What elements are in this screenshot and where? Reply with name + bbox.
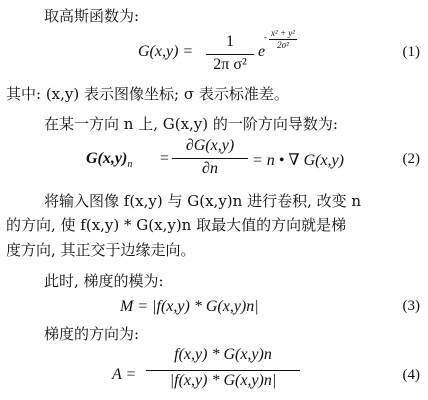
eq1-exp-base: e [258, 43, 266, 60]
eq4-label: (4) [402, 367, 420, 383]
eq3-label: (3) [402, 298, 420, 314]
intro-text: 取高斯函数为: [44, 7, 140, 25]
direction-grad-intro: 梯度的方向为: [44, 325, 140, 343]
eq2-equals: = [160, 150, 170, 167]
eq1-exp-den: 2σ² [277, 40, 289, 50]
conv-line-2: 的方向, 使 f(x,y) * G(x,y)n 取最大值的方向就是梯 [6, 216, 347, 234]
eq4-lhs: A = [112, 366, 137, 383]
eq4-numerator: f(x,y) * G(x,y)n [174, 346, 272, 363]
eq1-denominator: 2π σ² [213, 56, 247, 73]
eq2-lhs: G(x,y) [86, 150, 128, 167]
eq2-denominator: ∂n [202, 160, 218, 177]
eq2-label: (2) [402, 151, 420, 167]
magnitude-intro: 此时, 梯度的模为: [44, 272, 164, 290]
conv-line-3: 度方向, 其正交于边缘走向。 [6, 241, 196, 259]
eq1-numerator: 1 [226, 33, 234, 50]
conv-line-1: 将输入图像 f(x,y) 与 G(x,y)n 进行卷积, 改变 n [44, 192, 362, 210]
eq1-exp-sign: - [264, 32, 267, 42]
coord-note: 其中: (x,y) 表示图像坐标; σ 表示标准差。 [6, 85, 289, 103]
direction-intro: 在某一方向 n 上, G(x,y) 的一阶方向导数为: [44, 115, 338, 133]
eq4-denominator: |f(x,y) * G(x,y)n| [169, 372, 277, 389]
eq3-body: M = |f(x,y) * G(x,y)n| [120, 298, 259, 315]
eq1-exp-num: x² + y² [271, 28, 295, 38]
eq2-lhs-sub: n [127, 159, 133, 171]
eq2-numerator: ∂G(x,y) [185, 137, 235, 154]
eq2-rhs: = n • ∇ G(x,y) [252, 152, 344, 169]
eq1-label: (1) [402, 44, 420, 60]
eq1-lhs: G(x,y) = [138, 43, 194, 60]
